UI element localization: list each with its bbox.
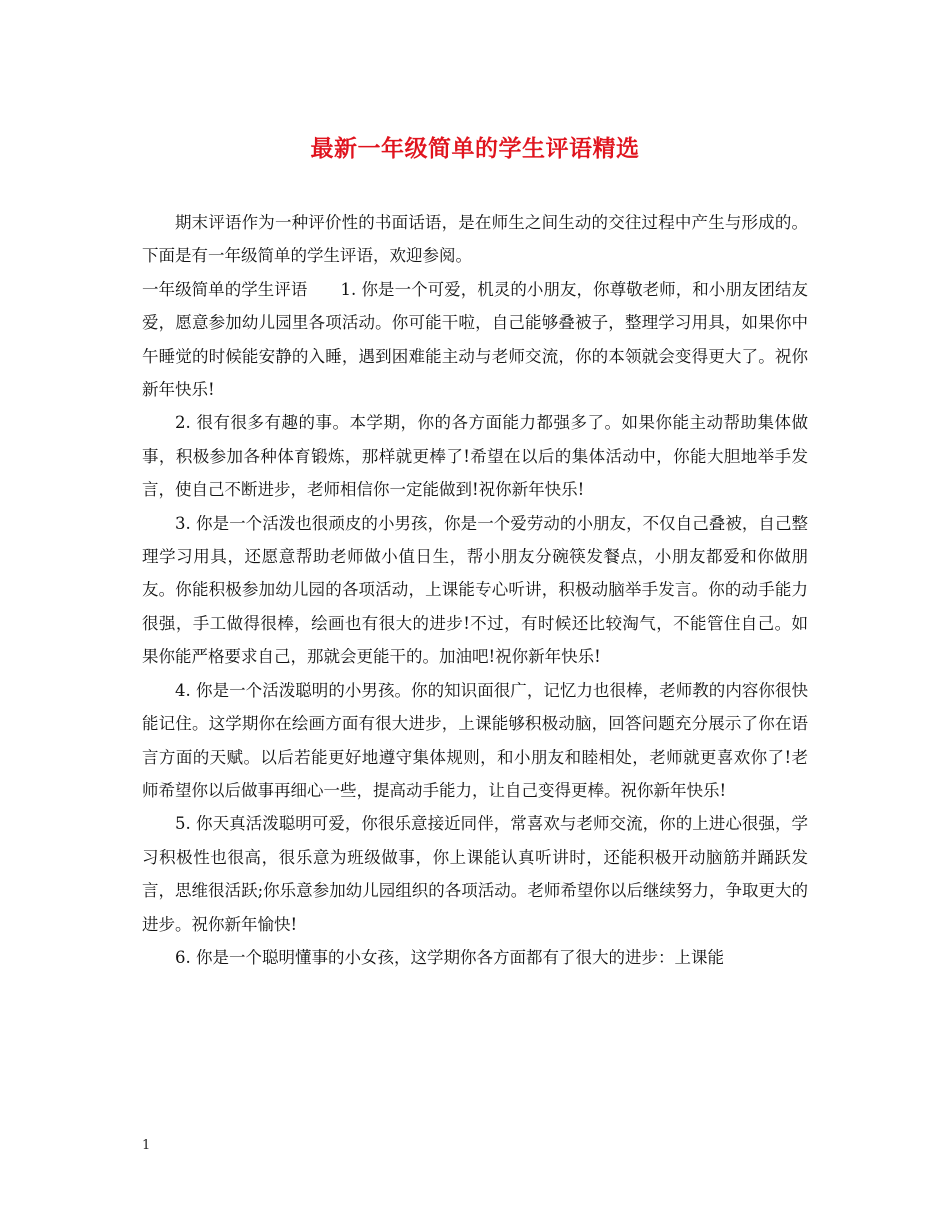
paragraph-intro: 期末评语作为一种评价性的书面话语，是在师生之间生动的交往过程中产生与形成的。下面是有一年级简单的学生评语，欢迎参阅。 [142, 213, 808, 266]
paragraph-comment-1: 一年级简单的学生评语 1. 你是一个可爱，机灵的小朋友，你尊敬老师，和小朋友团结友爱，愿意参加幼儿园里各项活动。你可能干啦，自己能够叠被子，整理学习用具，如果你中午睡觉的时候能安静的入睡，遇到困难能主动与老师交流，你的本领就会变得更大了。祝你新年快乐! [142, 279, 808, 400]
document-title: 最新一年级简单的学生评语精选 [310, 135, 640, 162]
paragraph-comment-6: 6. 你是一个聪明懂事的小女孩，这学期你各方面都有了很大的进步：上课能 [175, 947, 724, 967]
page-number: 1 [142, 1138, 151, 1153]
paragraph-comment-3: 3. 你是一个活泼也很顽皮的小男孩，你是一个爱劳动的小朋友，不仅自己叠被，自己整理学习用具，还愿意帮助老师做小值日生，帮小朋友分碗筷发餐点，小朋友都爱和你做朋友。你能积极参加幼儿园的各项活动，上课能专心听讲，积极动脑举手发言。你的动手能力很强，手工做得很棒，绘画也有很大的进步!不过，有时候还比较淘气，不能管住自己。如果你能严格要求自己，那就会更能干的。加油吧!祝你新年快乐! [142, 513, 808, 667]
paragraph-comment-2: 2. 很有很多有趣的事。本学期，你的各方面能力都强多了。如果你能主动帮助集体做事，积极参加各种体育锻炼，那样就更棒了!希望在以后的集体活动中，你能大胆地举手发言，使自己不断进步，老师相信你一定能做到!祝你新年快乐! [142, 413, 808, 500]
paragraph-comment-4: 4. 你是一个活泼聪明的小男孩。你的知识面很广，记忆力也很棒，老师教的内容你很快能记住。这学期你在绘画方面有很大进步，上课能够积极动脑，回答问题充分展示了你在语言方面的天赋。以后若能更好地遵守集体规则，和小朋友和睦相处，老师就更喜欢你了!老师希望你以后做事再细心一些，提高动手能力，让自己变得更棒。祝你新年快乐! [142, 680, 808, 800]
paragraph-comment-5: 5. 你天真活泼聪明可爱，你很乐意接近同伴，常喜欢与老师交流，你的上进心很强，学习积极性也很高，很乐意为班级做事，你上课能认真听讲时，还能积极开动脑筋并踊跃发言，思维很活跃;你乐意参加幼儿园组织的各项活动。老师希望你以后继续努力，争取更大的进步。祝你新年愉快! [142, 814, 808, 934]
document-body [142, 206, 808, 974]
